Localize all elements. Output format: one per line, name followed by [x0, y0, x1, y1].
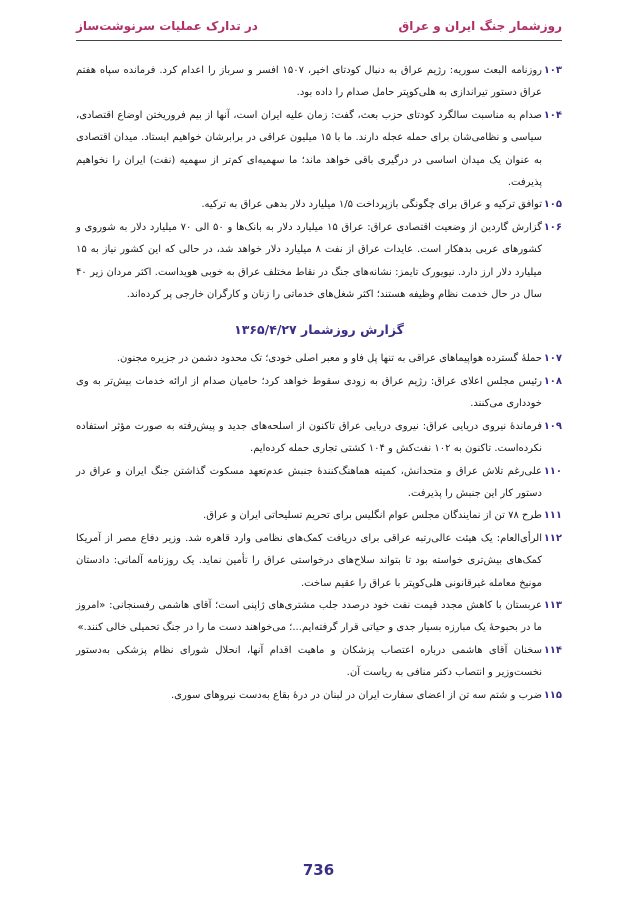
list-item	[76, 685, 562, 707]
entry-text: صدام به مناسبت سالگرد کودتای حزب بعث، گفت: زمان علیه ایران است، آنها از بیم فروریختن اوضاع اقتصادی، سیاسی و نظامی‌شان برای حمله عجله دارند. ما با ۱۵ میلیون عراقی در برابرشان خواهیم ایستاد. میدان اقتصادی به عنوان یک میدان اساسی در درگیری باقی خواهد ماند؛ ما سهمیه‌ای کم‌تر از سهمیه (نفت) ایران را نخواهیم پذیرفت.	[76, 109, 542, 189]
entry-number: ۱۱۱	[543, 510, 562, 522]
list-item	[76, 640, 562, 685]
entry-text: سخنان آقای هاشمی درباره اعتصاب پزشکان و ماهیت اقدام آنها، انحلال شورای نظام پزشکی به‌دستور نخست‌وزیر و انتصاب دکتر منافی به ریاست آن.	[76, 644, 542, 679]
section-heading: گزارش روزشمار ۱۳۶۵/۴/۲۷	[234, 322, 404, 338]
list-item	[76, 595, 562, 640]
entry-number: ۱۰۳	[543, 65, 562, 76]
list-item	[76, 505, 562, 527]
entry-number: ۱۱۰	[543, 465, 562, 477]
list-item	[76, 371, 562, 416]
list-item	[76, 105, 562, 195]
entry-number: ۱۰۵	[543, 199, 562, 211]
book-title: روزشمار جنگ ایران و عراق	[398, 19, 562, 33]
page-header	[76, 10, 562, 41]
entry-text: روزنامه البعث سوریه: رژیم عراق به دنبال کودتای اخیر، ۱۵۰۷ افسر و سرباز را اعدام کرد. فرمانده سپاه هفتم عراق دستور تیراندازی به هلی‌کوپتر حامل صدام را داده بود.	[76, 65, 542, 99]
entry-text: رئیس مجلس اعلای عراق: رژیم عراق به زودی سقوط خواهد کرد؛ حامیان صدام از ارائه خدمات بیش‌تر به وی خودداری می‌کنند.	[76, 375, 542, 410]
entry-number: ۱۱۳	[543, 599, 562, 611]
entry-number: ۱۱۲	[543, 532, 562, 544]
entry-number: ۱۰۶	[543, 221, 562, 233]
entry-number: ۱۰۹	[543, 420, 562, 432]
list-item	[76, 217, 562, 307]
list-item	[76, 416, 562, 461]
entry-number: ۱۰۷	[543, 353, 562, 365]
list-item	[76, 60, 562, 105]
entry-number: ۱۱۵	[543, 689, 562, 701]
list-item	[76, 348, 562, 370]
list-item	[76, 528, 562, 595]
entry-number: ۱۰۴	[543, 109, 562, 121]
entry-text: الرأی‌العام: یک هیئت عالی‌رتبه عراقی برای دریافت کمک‌های نظامی وارد قاهره شد. وزیر دفاع مصر از آمریکا کمک‌های بیش‌تری خواسته بود تا بتواند سلاح‌های درخواستی عراق را تأمین نماید. یک روزنامه آلمانی: دادستان مونیخ معامله غیرقانونی هلی‌کوپتر با عراق را عقیم ساخت.	[76, 532, 542, 589]
entry-text: توافق ترکیه و عراق برای چگونگی بازپرداخت ۱/۵ میلیارد دلار بدهی عراق به ترکیه.	[201, 199, 542, 211]
entry-text: طرح ۷۸ تن از نمایندگان مجلس عوام انگلیس برای تحریم تسلیحاتی ایران و عراق.	[203, 510, 542, 522]
list-item	[76, 194, 562, 216]
entry-text: علی‌رغم تلاش عراق و متحدانش، کمیته هماهنگ‌کنندهٔ جنبش عدم‌تعهد مسکوت گذاشتن جنگ ایران و عراق در دستور کار این جنبش را پذیرفت.	[76, 465, 542, 499]
entry-number: ۱۰۸	[543, 375, 562, 387]
entry-text: ضرب و شتم سه تن از اعضای سفارت ایران در لبنان در درهٔ بقاع به‌دست نیروهای سوری.	[170, 689, 542, 701]
entry-text: حملهٔ گسترده هواپیماهای عراقی به تنها پل فاو و معبر اصلی خودی؛ تک محدود دشمن در جزیره مجنون.	[116, 353, 542, 365]
entry-text: گزارش گاردین از وضعیت اقتصادی عراق: عراق ۱۵ میلیارد دلار به بانک‌ها و ۵۰ الی ۷۰ میلیارد دلار به شوروی و کشورهای عربی بدهکار است. عایدات عراق از نفت ۸ میلیارد دلار خواهد شد، در حالی که این کشور نیاز به ۱۵ میلیارد دلار ارز دارد. نیویورک تایمز: نشانه‌های جنگ در نقاط مختلف عراق به خوبی هویداست. اکثر مردان زیر ۴۰ سال در حال خدمت نظام وظیفه هستند؛ اکثر شغل‌های خدماتی را زنان و کارگران خارجی پر کرده‌اند.	[76, 221, 542, 301]
entry-number: ۱۱۴	[543, 644, 562, 656]
page-number: 736	[302, 861, 335, 879]
list-item	[76, 461, 562, 506]
page-content	[76, 60, 562, 707]
entry-text: عربستان با کاهش مجدد قیمت نفت خود درصدد جلب مشتری‌های ژاپنی است؛ آقای هاشمی رفسنجانی: «امروز ما در بحبوحهٔ یک مبارزه بسیار جدی و حیاتی قرار گرفته‌ایم...؛ می‌خواهند دست ما را در جنگ تحمیلی خالی کنند.»	[76, 599, 542, 634]
chapter-title: در تدارک عملیات سرنوشت‌ساز	[76, 19, 258, 33]
entry-text: فرماندهٔ نیروی دریایی عراق: نیروی دریایی عراق تاکنون از اسلحه‌های جدید و پیش‌رفته به صورت مؤثر استفاده نکرده‌است. تاکنون به ۱۰۲ نفت‌کش و ۱۰۴ کشتی تجاری حمله کرده‌ایم.	[76, 420, 542, 455]
